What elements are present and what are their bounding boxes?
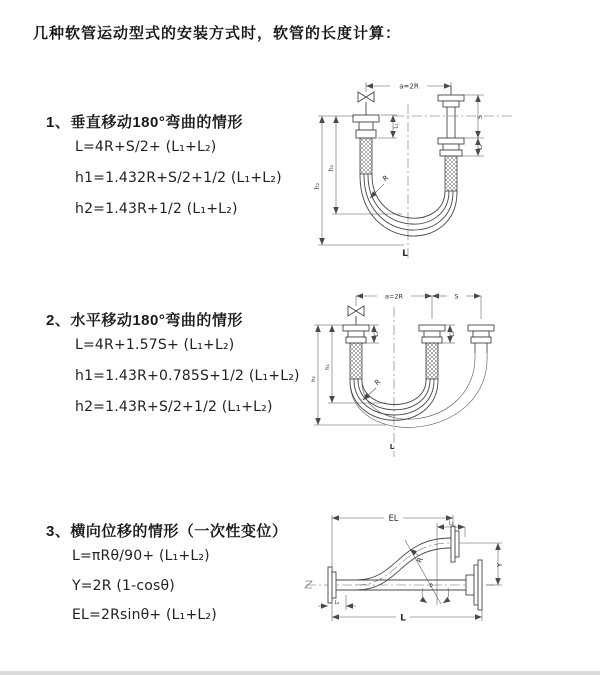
dim-label-l1: L₁ bbox=[448, 520, 454, 527]
radius-callout bbox=[363, 378, 382, 400]
section-1-formula-h1: h1=1.432R+S/2+1/2 (L₁+L₂) bbox=[75, 170, 282, 186]
dim-label-s: S bbox=[477, 115, 484, 119]
diagram-lateral-displacement bbox=[298, 503, 598, 651]
section-2-formula-L: L=4R+1.57S+ (L₁+L₂) bbox=[75, 337, 235, 353]
dim-l2 bbox=[318, 595, 356, 610]
section-3-formula-Y: Y=2R (1-cosθ) bbox=[72, 578, 175, 594]
hose-braid-left bbox=[350, 343, 362, 379]
section-3-heading: 3、横向位移的情形（一次性变位） bbox=[46, 523, 288, 540]
diagram-horizontal-180 bbox=[306, 283, 598, 463]
middle-pipe-end bbox=[419, 325, 445, 379]
dim-label-L: L bbox=[402, 249, 408, 259]
dim-label-s: S bbox=[454, 292, 459, 301]
section-2-heading: 2、水平移动180°弯曲的情形 bbox=[46, 312, 243, 329]
dim-label-l2: L₂ bbox=[478, 144, 484, 150]
section-1-formula-h2: h2=1.43R+1/2 (L₁+L₂) bbox=[75, 201, 238, 217]
diagram-vertical-180 bbox=[306, 68, 598, 263]
dim-label-L: L bbox=[400, 613, 406, 624]
hose-u-bend bbox=[360, 174, 457, 236]
dim-label-a2r: a=2R bbox=[399, 82, 419, 91]
dim-s bbox=[432, 293, 481, 320]
angle-theta bbox=[405, 523, 449, 605]
hose-u-bend-displaced bbox=[350, 353, 487, 427]
valve-icon bbox=[348, 306, 364, 316]
dim-label-h1: h₁ bbox=[325, 364, 331, 370]
dim-label-r: R bbox=[373, 377, 383, 388]
displaced-pipe-end bbox=[451, 526, 459, 562]
dim-label-h2: h₂ bbox=[311, 376, 317, 382]
scan-edge-artifact bbox=[0, 671, 600, 675]
dim-label-theta: θ bbox=[429, 583, 433, 589]
section-1-formula-L: L=4R+S/2+ (L₁+L₂) bbox=[75, 139, 217, 155]
hose-braid-middle bbox=[426, 343, 438, 379]
radius-callout bbox=[410, 549, 425, 564]
centerline-break-mark bbox=[305, 581, 312, 588]
dim-label-y: Y bbox=[496, 562, 504, 568]
right-pipe-end bbox=[438, 86, 464, 191]
dim-label-a2r: a=2R bbox=[384, 292, 404, 301]
dim-label-L: L bbox=[389, 443, 395, 451]
dim-a2r bbox=[366, 82, 451, 92]
dim-label-h1: h₁ bbox=[328, 164, 335, 172]
page-title: 几种软管运动型式的安装方式时，软管的长度计算： bbox=[33, 25, 402, 42]
section-3-formula-EL: EL=2Rsinθ+ (L₁+L₂) bbox=[72, 607, 217, 623]
section-2-formula-h1: h1=1.43R+0.785S+1/2 (L₁+L₂) bbox=[75, 368, 300, 384]
left-pipe-end bbox=[353, 102, 379, 174]
dim-s bbox=[464, 95, 484, 138]
displaced-pipe-end bbox=[468, 325, 494, 353]
left-pipe-end bbox=[328, 567, 336, 603]
hose-braid-left bbox=[360, 138, 372, 174]
dim-label-l1: L₁ bbox=[374, 331, 380, 337]
right-pipe-end bbox=[466, 560, 482, 610]
left-pipe-end bbox=[343, 325, 369, 379]
section-2-formula-h2: h2=1.43R+S/2+1/2 (L₁+L₂) bbox=[75, 399, 273, 415]
valve-icon bbox=[358, 92, 374, 102]
dim-el bbox=[332, 514, 453, 567]
dim-label-r: R bbox=[415, 556, 425, 565]
dim-label-h2: h₂ bbox=[314, 182, 321, 190]
dim-l1 bbox=[378, 115, 400, 138]
section-3-formula-L: L=πRθ/90+ (L₁+L₂) bbox=[72, 548, 210, 564]
dim-label-l1: L₁ bbox=[393, 123, 400, 129]
dim-label-el: EL bbox=[388, 514, 399, 524]
dim-label-l2: L₂ bbox=[334, 600, 340, 606]
section-1-heading: 1、垂直移动180°弯曲的情形 bbox=[46, 114, 243, 131]
dim-label-r: R bbox=[381, 173, 391, 184]
dim-label-l2: L₂ bbox=[450, 331, 456, 337]
hose-braid-right bbox=[445, 156, 457, 191]
